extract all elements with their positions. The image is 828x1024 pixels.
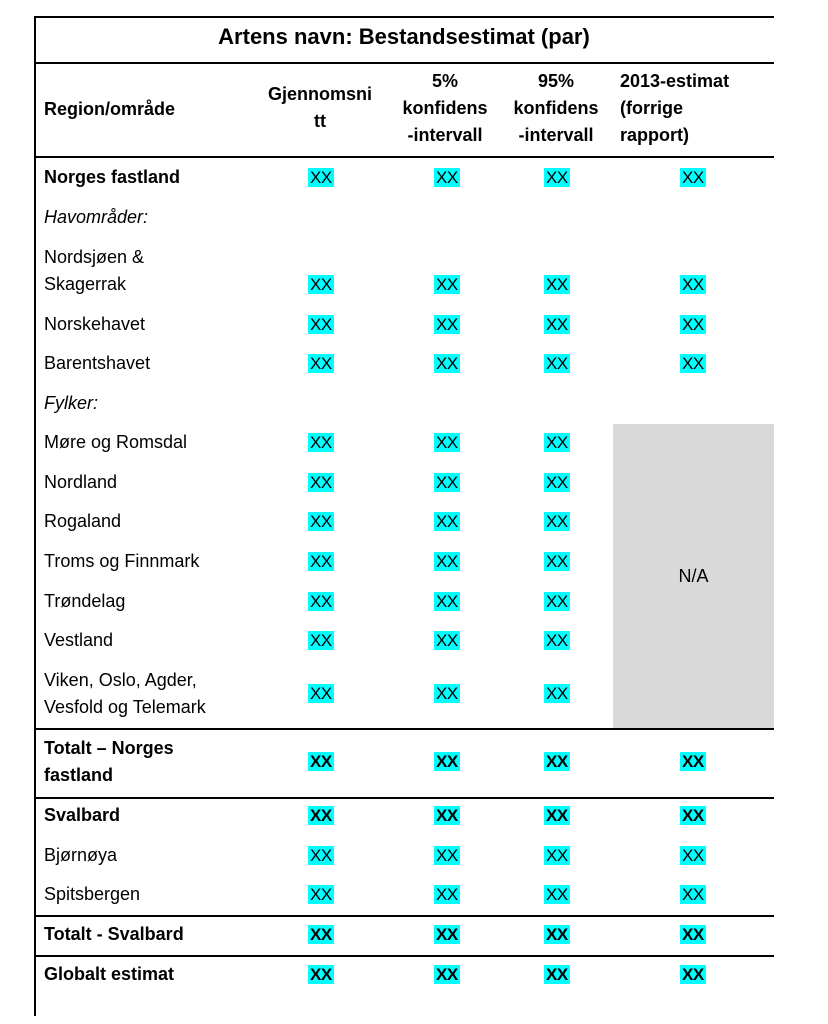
cell-ci5: XX: [436, 354, 458, 373]
cell-mean: XX: [310, 512, 332, 531]
cell-mean: XX: [310, 965, 332, 984]
cell-ci95: XX: [546, 846, 568, 865]
header-region: Region/område: [44, 99, 176, 119]
cell-ci95: XX: [546, 275, 568, 294]
row-label: Spitsbergen: [44, 884, 141, 904]
cell-mean: XX: [310, 885, 332, 904]
row-label-line1: Totalt – Norges: [44, 738, 174, 758]
row-label: [44, 735, 174, 789]
cell-ci95: XX: [546, 552, 568, 571]
row-label-line2: Vesfold og Telemark: [44, 697, 206, 717]
cell-ci5: XX: [436, 631, 458, 650]
cell-ci95: XX: [546, 684, 568, 703]
cell-mean: XX: [310, 684, 332, 703]
row-label-line2: fastland: [44, 765, 114, 785]
header-ci95-line2: konfidens: [513, 98, 599, 118]
cell-ci5: XX: [436, 168, 458, 187]
header-2013: [620, 68, 770, 149]
cell-ci5: XX: [436, 315, 458, 334]
cell-2013: XX: [682, 885, 704, 904]
cell-mean: XX: [310, 315, 332, 334]
cell-2013: XX: [682, 806, 704, 825]
row-label: Fylker:: [44, 393, 98, 413]
title-divider: [34, 62, 774, 64]
row-label: Havområder:: [44, 207, 149, 227]
cell-mean: XX: [310, 846, 332, 865]
header-mean-line2: tt: [314, 111, 326, 131]
header-mean: [260, 81, 380, 135]
cell-ci5: XX: [436, 433, 458, 452]
cell-mean: XX: [310, 752, 332, 771]
header-ci5: [390, 68, 500, 149]
cell-ci95: XX: [546, 473, 568, 492]
cell-ci5: XX: [436, 965, 458, 984]
row-label: Møre og Romsdal: [44, 432, 188, 452]
cell-2013: XX: [682, 275, 704, 294]
row-label-line1: Nordsjøen &: [44, 247, 145, 267]
cell-ci5: XX: [436, 752, 458, 771]
cell-2013: XX: [682, 354, 704, 373]
cell-ci95: XX: [546, 168, 568, 187]
divider-svalbard: [34, 797, 774, 799]
row-label: Troms og Finnmark: [44, 551, 200, 571]
cell-ci95: XX: [546, 354, 568, 373]
cell-2013: XX: [682, 168, 704, 187]
header-divider: [34, 156, 774, 158]
header-2013-line3: rapport): [620, 125, 689, 145]
row-label: Norges fastland: [44, 167, 181, 187]
row-label: Trøndelag: [44, 591, 126, 611]
header-ci5-line2: konfidens: [402, 98, 488, 118]
cell-ci5: XX: [436, 592, 458, 611]
cell-ci95: XX: [546, 925, 568, 944]
row-label: Rogaland: [44, 511, 122, 531]
cell-mean: XX: [310, 354, 332, 373]
cell-ci5: XX: [436, 275, 458, 294]
cell-ci5: XX: [436, 925, 458, 944]
cell-mean: XX: [310, 592, 332, 611]
cell-ci95: XX: [546, 885, 568, 904]
header-ci95-line3: -intervall: [518, 125, 594, 145]
header-2013-line2: (forrige: [620, 98, 683, 118]
cell-2013: XX: [682, 752, 704, 771]
cell-2013: XX: [682, 925, 704, 944]
cell-mean: XX: [310, 631, 332, 650]
cell-mean: XX: [310, 925, 332, 944]
cell-ci95: XX: [546, 315, 568, 334]
row-label: Barentshavet: [44, 353, 151, 373]
row-label: Bjørnøya: [44, 845, 118, 865]
cell-ci5: XX: [436, 684, 458, 703]
row-label: Nordland: [44, 472, 118, 492]
row-label: [44, 244, 144, 298]
cell-mean: XX: [310, 433, 332, 452]
divider-global: [34, 955, 774, 957]
cell-ci95: XX: [546, 806, 568, 825]
row-label: Norskehavet: [44, 314, 146, 334]
table-title: Artens navn: Bestandsestimat (par): [218, 24, 590, 49]
na-label: N/A: [678, 565, 709, 586]
cell-2013: XX: [682, 846, 704, 865]
cell-2013: XX: [682, 315, 704, 334]
cell-mean: XX: [310, 168, 332, 187]
cell-ci95: XX: [546, 512, 568, 531]
header-ci5-line3: -intervall: [407, 125, 483, 145]
cell-mean: XX: [310, 552, 332, 571]
cell-mean: XX: [310, 473, 332, 492]
cell-mean: XX: [310, 806, 332, 825]
header-ci95: [501, 68, 611, 149]
row-label: [44, 667, 206, 721]
header-mean-line1: Gjennomsni: [267, 84, 372, 104]
cell-ci95: XX: [546, 433, 568, 452]
table-top-border: [34, 16, 774, 18]
row-label: Totalt - Svalbard: [44, 924, 184, 944]
row-label: Svalbard: [44, 805, 121, 825]
na-cell: [613, 424, 774, 728]
header-ci95-line1: 95%: [537, 71, 575, 91]
cell-ci5: XX: [436, 552, 458, 571]
row-label: Globalt estimat: [44, 964, 175, 984]
cell-ci5: XX: [436, 846, 458, 865]
header-2013-line1: 2013-estimat: [620, 71, 730, 91]
table-left-border: [34, 16, 36, 1016]
estimate-table: [34, 16, 774, 1016]
row-label-line2: Skagerrak: [44, 274, 127, 294]
cell-ci95: XX: [546, 752, 568, 771]
cell-ci95: XX: [546, 631, 568, 650]
divider-total-fastland: [34, 728, 774, 730]
row-label: Vestland: [44, 630, 114, 650]
cell-ci5: XX: [436, 512, 458, 531]
cell-mean: XX: [310, 275, 332, 294]
divider-total-svalbard: [34, 915, 774, 917]
cell-ci5: XX: [436, 885, 458, 904]
cell-ci95: XX: [546, 965, 568, 984]
cell-ci5: XX: [436, 806, 458, 825]
cell-ci95: XX: [546, 592, 568, 611]
cell-ci5: XX: [436, 473, 458, 492]
header-ci5-line1: 5%: [431, 71, 458, 91]
row-label-line1: Viken, Oslo, Agder,: [44, 670, 197, 690]
cell-2013: XX: [682, 965, 704, 984]
